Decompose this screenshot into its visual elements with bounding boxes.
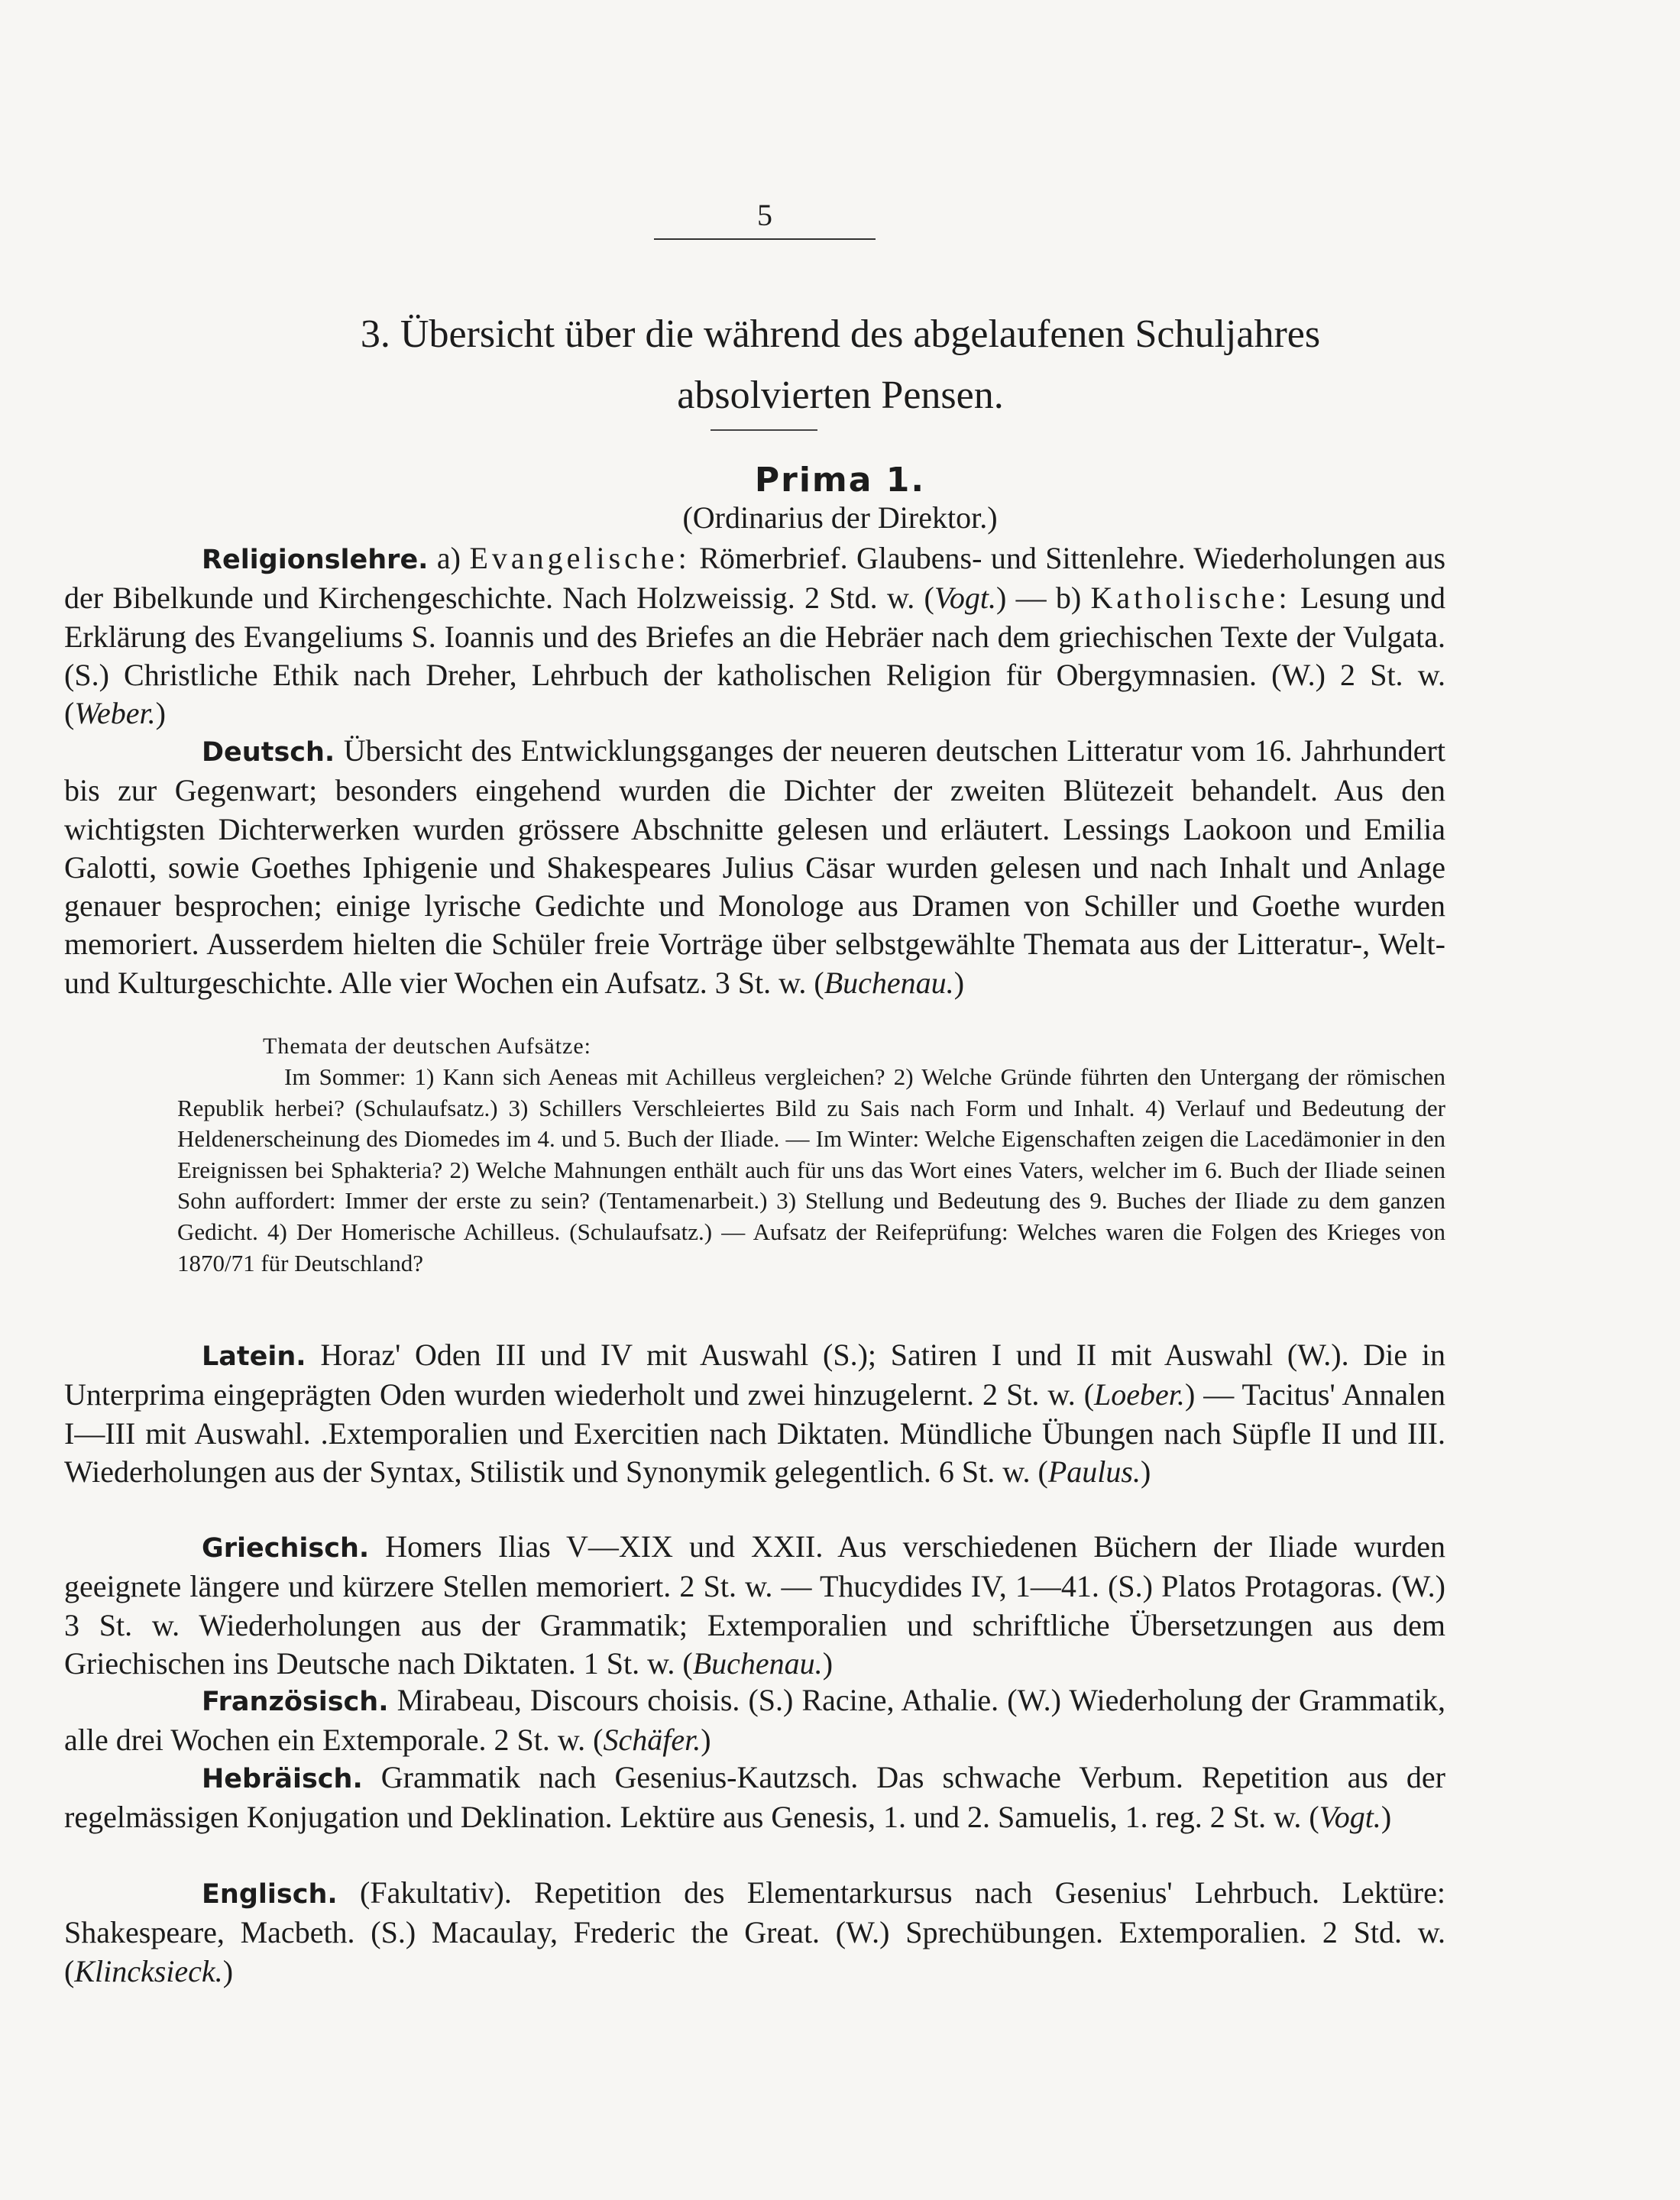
religion-subject: Religionslehre. <box>202 545 429 575</box>
latein-teacher-2: Paulus. <box>1047 1454 1141 1489</box>
religion-teacher-1: Vogt. <box>934 581 996 616</box>
griechisch-teacher: Buchenau. <box>692 1645 823 1681</box>
franzoesisch-subject: Französisch. <box>202 1687 389 1717</box>
englisch-paragraph <box>64 1874 1445 1991</box>
latein-paragraph <box>64 1336 1445 1491</box>
englisch-teacher: Klincksieck. <box>74 1953 223 1988</box>
englisch-subject: Englisch. <box>202 1879 338 1910</box>
deutsch-paragraph <box>64 732 1445 1002</box>
religion-paragraph <box>64 539 1445 733</box>
religion-text-1: a) <box>428 541 470 575</box>
griechisch-paragraph <box>64 1528 1445 1683</box>
englisch-text-1: (Fakultativ). Repetition des Elementarkursus nach Gesenius' Lehrbuch. Lektüre: Shakespeare, Macbeth. (S.) Macaulay, Frederic the Great. (W.) Sprechübungen. Extemporalien. 2 Std. w. ( <box>64 1875 1445 1988</box>
deutsch-text-2: ) <box>953 965 965 1000</box>
latein-text-3: ) <box>1141 1454 1151 1489</box>
deutsch-teacher: Buchenau. <box>824 965 954 1000</box>
religion-text-3: ) — b) <box>995 581 1091 616</box>
religion-evangelisch: Evangelische: <box>469 541 691 575</box>
hebraeisch-subject: Hebräisch. <box>202 1764 363 1794</box>
latein-text-1: Horaz' Oden III und IV mit Auswahl (S.); Satiren I und II mit Auswahl (W.). Die in Unterprima eingeprägten Oden wurden wiederholt und zwei hinzugelernt. 2 St. w. ( <box>64 1338 1445 1412</box>
section-heading-line-2: absolvierten Pensen. <box>677 374 1004 417</box>
deutsch-subject: Deutsch. <box>202 737 335 768</box>
franzoesisch-paragraph <box>64 1681 1445 1760</box>
class-ordinarius: (Ordinarius der Direktor.) <box>682 500 998 535</box>
themata-text: Im Sommer: 1) Kann sich Aeneas mit Achilleus vergleichen? 2) Welche Gründe führten den Untergang der römischen Republik herbei? (Schulaufsatz.) 3) Schillers Verschleiertes Bild zu Sais nach Form und Inhalt. 4) Verlauf und Bedeutung der Heldenerscheinung des Diomedes im 4. und 5. Buch der Iliade. — Im Winter: Welche Eigenschaften zeigen die Lacedämonier in den Ereignissen bei Sphakteria? 2) Welche Mahnungen enthält auch für uns das Wort eines Vaters, welcher im 6. Buch der Iliade seinen Sohn auffordert: Immer der erste zu sein? (Tentamenarbeit.) 3) Stellung und Bedeutung des 9. Buches der Iliade zu dem ganzen Gedicht. 4) Der Homerische Achilleus. (Schulaufsatz.) — Aufsatz der Reifeprüfung: Welches waren die Folgen des Krieges von 1870/71 für Deutschland? <box>177 1063 1445 1276</box>
themata-title: Themata der deutschen Aufsätze: <box>263 1034 591 1059</box>
franzoesisch-text-2: ) <box>701 1723 711 1758</box>
religion-teacher-2: Weber. <box>74 696 156 731</box>
religion-text-4: Lesung und Erklärung des Evangeliums S. Ioannis und des Briefes an die Hebräer nach dem griechischen Texte der Vulgata. (S.) Christliche Ethik nach Dreher, Lehrbuch der katholischen Religion für Obergymnasien. (W.) 2 St. w. ( <box>64 581 1445 731</box>
class-title: Prima 1. <box>754 461 926 500</box>
section-heading-line-1: 3. Übersicht über die während des abgelaufenen Schuljahres <box>360 312 1321 356</box>
hebraeisch-paragraph <box>64 1758 1445 1837</box>
religion-text-5: ) <box>155 696 166 731</box>
themata-block <box>64 1031 1445 1279</box>
page-number: 5 <box>654 200 876 240</box>
hebraeisch-text-2: ) <box>1381 1800 1392 1835</box>
religion-katholisch: Katholische: <box>1090 581 1291 616</box>
divider-rule <box>711 429 817 431</box>
hebraeisch-text-1: Grammatik nach Gesenius-Kautzsch. Das schwache Verbum. Repetition aus der regelmässigen Konjugation und Deklination. Lektüre aus Genesis, 1. und 2. Samuelis, 1. reg. 2 St. w. ( <box>64 1760 1445 1835</box>
englisch-text-2: ) <box>222 1953 234 1988</box>
section-heading <box>138 304 1543 426</box>
latein-text-2: ) — Tacitus' Annalen I—III mit Auswahl. .Extemporalien und Exercitien nach Diktaten. Mündliche Übungen nach Süpfle II und III. Wiederholungen aus der Syntax, Stilistik und Synonymik gelegentlich. 6 St. w. ( <box>64 1377 1445 1489</box>
griechisch-text-1: Homers Ilias V—XIX und XXII. Aus verschiedenen Büchern der Iliade wurden geeignete längere und kürzere Stellen memoriert. 2 St. w. — Thucydides IV, 1—41. (S.) Platos Protagoras. (W.) 3 St. w. Wiederholungen aus der Grammatik; Extemporalien und schriftliche Übersetzungen aus dem Griechischen ins Deutsche nach Diktaten. 1 St. w. ( <box>64 1529 1445 1681</box>
franzoesisch-teacher: Schäfer. <box>603 1723 701 1758</box>
religion-text-2: Römerbrief. Glaubens- und Sittenlehre. Wiederholungen aus der Bibelkunde und Kirchengeschichte. Nach Holzweissig. 2 Std. w. ( <box>64 541 1446 616</box>
franzoesisch-text-1: Mirabeau, Discours choisis. (S.) Racine, Athalie. (W.) Wiederholung der Grammatik, alle drei Wochen ein Extemporale. 2 St. w. ( <box>64 1683 1445 1758</box>
griechisch-subject: Griechisch. <box>202 1533 370 1564</box>
hebraeisch-teacher: Vogt. <box>1319 1800 1381 1835</box>
griechisch-text-2: ) <box>822 1645 834 1681</box>
latein-teacher-1: Loeber. <box>1094 1377 1185 1412</box>
latein-subject: Latein. <box>202 1341 306 1372</box>
deutsch-text-1: Übersicht des Entwicklungsganges der neueren deutschen Litteratur vom 16. Jahrhundert bis zur Gegenwart; besonders eingehend wurden die Dichter der zweiten Blütezeit behandelt. Aus den wichtigsten Dichterwerken wurden grössere Abschnitte gelesen und erläutert. Lessings Laokoon und Emilia Galotti, sowie Goethes Iphigenie und Shakespeares Julius Cäsar wurden gelesen und nach Inhalt und Anlage genauer besprochen; einige lyrische Gedichte und Monologe aus Dramen von Schiller und Goethe wurden memoriert. Ausserdem hielten die Schüler freie Vorträge über selbstgewählte Themata aus der Litteratur-, Welt- und Kulturgeschichte. Alle vier Wochen ein Aufsatz. 3 St. w. ( <box>64 733 1445 1000</box>
